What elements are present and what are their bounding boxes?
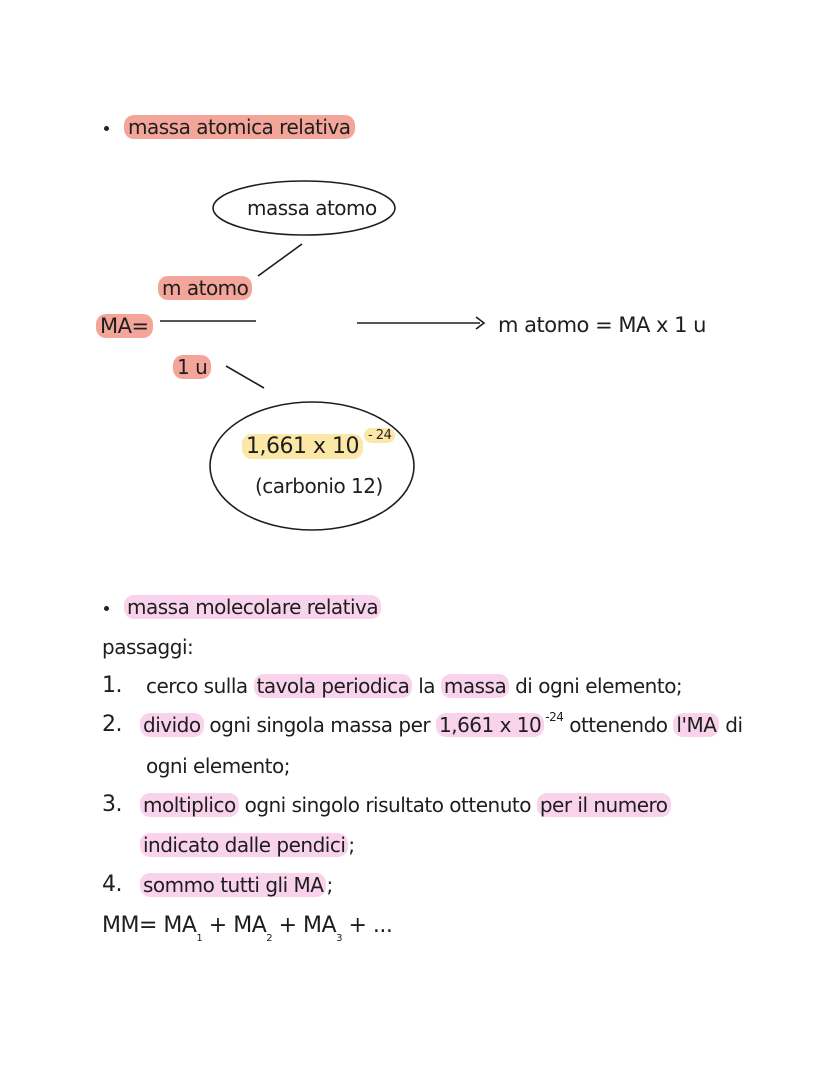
step-3-highlight-1: moltiplico xyxy=(140,793,239,817)
mm-sub-3: 3 xyxy=(336,933,342,944)
step-2-highlight-1: divido xyxy=(140,713,204,737)
step-3-part-1: ogni singolo risultato ottenuto xyxy=(238,793,537,817)
step-2-exponent: -24 xyxy=(545,710,564,724)
step-3-highlight-3: indicato dalle pendici xyxy=(140,833,348,857)
step-1-part-2: la xyxy=(412,674,441,698)
lhs-label xyxy=(96,314,153,338)
step-2-number: 2. xyxy=(102,712,122,737)
intro-passaggi: passaggi: xyxy=(102,635,194,659)
step-1-highlight-2: massa xyxy=(441,674,509,698)
step-2-part-1: ogni singola massa per xyxy=(203,713,436,737)
step-4-number: 4. xyxy=(102,872,122,897)
ellipse-top-label: massa atomo xyxy=(247,196,377,220)
denominator-label xyxy=(173,355,211,379)
numerator-text: m atomo xyxy=(158,276,252,300)
constant-value xyxy=(242,428,395,459)
step-4-text xyxy=(140,873,333,897)
denominator-text: 1 u xyxy=(173,355,211,379)
step-2-part-3: di xyxy=(719,713,743,737)
mm-term-3: MA xyxy=(303,913,337,938)
bullet-1 xyxy=(104,126,109,131)
step-2-highlight-2: 1,661 x 10 xyxy=(436,713,544,737)
ellipse-carbonio xyxy=(210,402,414,530)
mm-plus-2: + xyxy=(272,913,304,938)
step-4-part-1: ; xyxy=(326,873,333,897)
mm-formula xyxy=(102,913,393,944)
heading-massa-molecolare xyxy=(124,595,381,619)
step-1-part-3: di ogni elemento; xyxy=(509,674,683,698)
step-3-text xyxy=(140,793,671,817)
constant-base: 1,661 x 10 xyxy=(242,434,363,459)
step-2-part-2: ottenendo xyxy=(563,713,674,737)
heading-massa-atomica-text: massa atomica relativa xyxy=(124,115,355,139)
step-1-highlight-1: tavola periodica xyxy=(254,674,413,698)
lhs-text: MA= xyxy=(96,314,153,338)
mm-lhs: MM= xyxy=(102,913,164,938)
step-2-text xyxy=(140,710,743,737)
step-3-highlight-2: per il numero xyxy=(537,793,671,817)
constant-exponent: - 24 xyxy=(364,428,395,443)
step-4-highlight-1: sommo tutti gli MA xyxy=(140,873,326,897)
result-formula: m atomo = MA x 1 u xyxy=(498,313,706,337)
bullet-2 xyxy=(104,606,109,611)
step-1-number: 1. xyxy=(102,673,122,698)
heading-massa-atomica xyxy=(124,115,355,139)
step-3-number: 3. xyxy=(102,792,122,817)
mm-plus-1: + xyxy=(202,913,234,938)
numerator-label xyxy=(158,276,252,300)
carbonio-label: (carbonio 12) xyxy=(255,474,383,498)
step-2-line-2: ogni elemento; xyxy=(146,754,290,778)
mm-sub-2: 2 xyxy=(266,933,273,944)
step-3-line-2 xyxy=(140,833,355,857)
connector-bottom xyxy=(226,366,264,388)
step-1-part-1: cerco sulla xyxy=(146,674,254,698)
step-1-text xyxy=(146,674,682,698)
mm-sub-1: 1 xyxy=(196,933,203,944)
step-3-part-2: ; xyxy=(348,833,355,857)
mm-tail: + ... xyxy=(341,913,393,938)
connector-top xyxy=(258,244,302,276)
heading-massa-molecolare-text: massa molecolare relativa xyxy=(124,595,381,619)
mm-term-2: MA xyxy=(233,913,267,938)
mm-term-1: MA xyxy=(163,913,197,938)
step-2-highlight-3: l'MA xyxy=(673,713,719,737)
